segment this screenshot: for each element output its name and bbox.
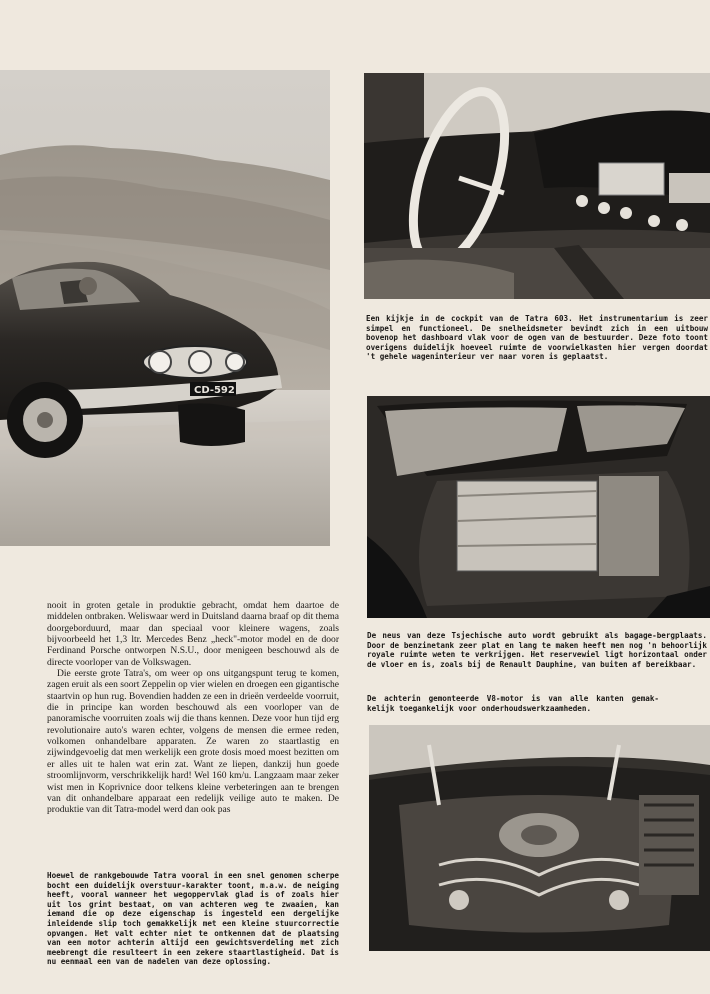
car-dunes-image bbox=[0, 70, 330, 546]
article-body bbox=[47, 600, 339, 816]
cockpit-image bbox=[364, 73, 710, 299]
article-paragraph: nooit in groten getale in produktie gebracht, omdat hem daartoe de middelen ontbraken. Weliswaar werd in Duitsland daarna braaf op dit thema doorgeborduurd, maar dan speciaal voor kleinere wagens, zoals bijvoorbeeld het 1,3 ltr. Mercedes Benz „heck"-motor model en de door Ferdinand Porsche ontworpen N.S.U., door menigeen beschouwd als de directe voorloper van de Volkswagen. bbox=[47, 600, 339, 668]
engine-image bbox=[369, 725, 710, 951]
page-top-margin bbox=[0, 0, 710, 70]
license-plate: CD-592 bbox=[194, 385, 235, 396]
car-dunes-photo bbox=[0, 70, 330, 546]
cockpit-photo bbox=[364, 73, 710, 299]
front-trunk-caption: De neus van deze Tsjechische auto wordt gebruikt als bagage-bergplaats. Door de benzinetank zeer plat en lang te maken heeft men nog 'n behoorlijk royale ruimte weten te verkrijgen. Het reservewiel ligt horizontaal onder de vloer en is, zoals bij de Renault Dauphine, van buiten af bereikbaar. bbox=[367, 631, 707, 669]
front-trunk-image bbox=[367, 396, 710, 618]
article-paragraph: Die eerste grote Tatra's, om weer op ons uitgangspunt terug te komen, zagen eruit als een soort Zeppelin op vier wielen en droegen een gigantische staartvin op hun rug. Bovendien hadden ze een in drieën verdeelde voorruit, die in principe kan worden beschouwd als een voorloper van de panoramische voorruiten zoals wij die thans kennen. Deze voor hun tijd erg revolutionaire auto's waren echter, volgens de mensen die ermee reden, volkomen onhandelbare apparaten. Ze waren zo staartlastig en zijwindgevoelig dat men werkelijk een grote dosis moed moest bezitten om er alles uit te halen wat erin zat. Want ze liepen, dankzij hun goede stroomlijnvorm, verschrikkelijk hard! Wel 160 km/u. Langzaam maar zeker wist men in Koprivnice door telkens kleine verbeteringen aan te brengen van dit onhandelbare apparaat een redelijk veilige auto te maken. De produktie van dit Tatra-model werd dan ook pas bbox=[47, 668, 339, 816]
engine-photo bbox=[369, 725, 710, 951]
cockpit-caption: Een kijkje in de cockpit van de Tatra 603. Het instrumentarium is zeer simpel en functioneel. De snelheidsmeter bevindt zich in een uitbouw bovenop het dashboard vlak voor de ogen van de bestuurder. Deze foto toont overigens duidelijk hoeveel ruimte de voorwielkasten hier vergen doordat 't gehele wageninterieur ver naar voren is geplaatst. bbox=[366, 314, 708, 362]
cornering-caption: Hoewel de rankgebouwde Tatra vooral in een snel genomen scherpe bocht een duidelijk overstuur-karakter toont, m.a.w. de neiging heeft, vooral wanneer het wegoppervlak glad is of zoals hier uit los grint bestaat, om van achteren weg te zwaaien, kan iemand die op deze eigenschap is ingesteld een dergelijke inleidende slip toch gemakkelijk met een kleine stuurcorrectie opvangen. Het valt echter niet te ontkennen dat de plaatsing van een motor achterin altijd een gewichtsverdeling met zich meebrengt die resulteert in een zekere staartlastigheid. Dat is nu eenmaal een van de nadelen van deze oplossing. bbox=[47, 871, 339, 967]
engine-caption: De achterin gemonteerde V8-motor is van alle kanten gemak-kelijk toegankelijk voor onderhoudswerkzaamheden. bbox=[367, 694, 659, 713]
front-trunk-photo bbox=[367, 396, 710, 618]
